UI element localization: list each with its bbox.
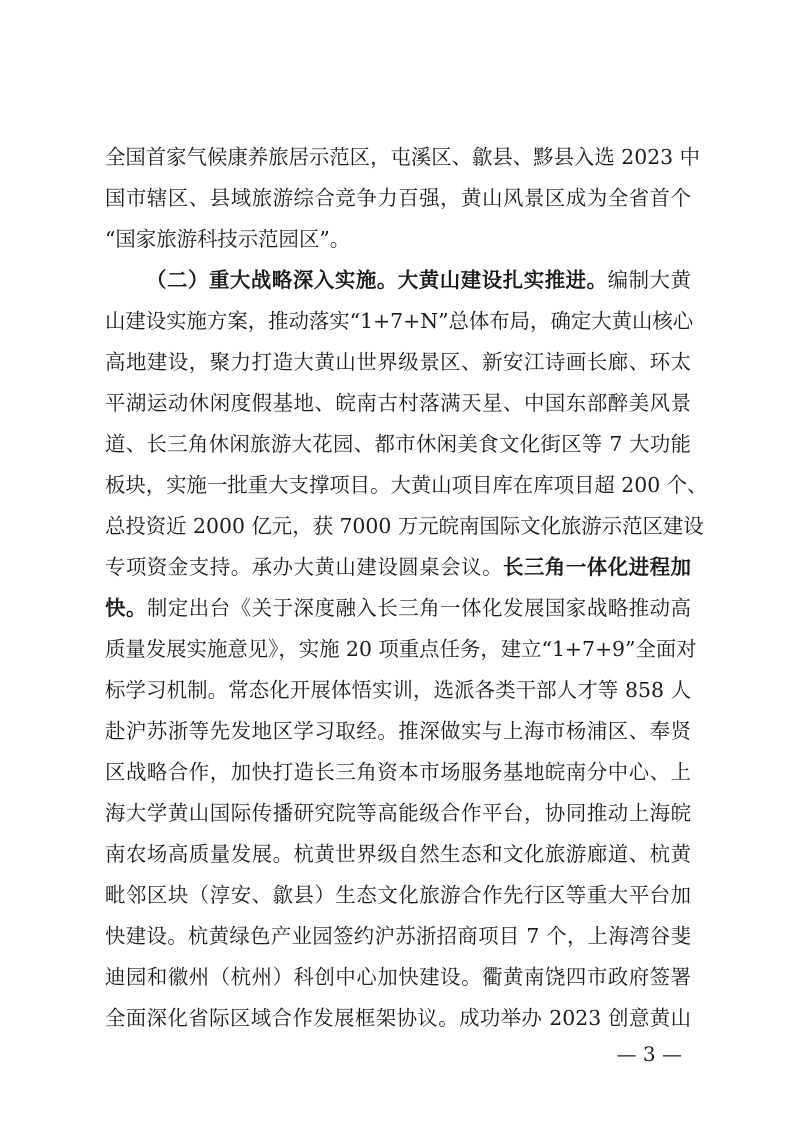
text-segment: 制定出台《关于深度融入长三角一体化发展国家战略推动高: [146, 596, 692, 620]
text-line: [105, 755, 691, 789]
text-line: [105, 632, 697, 666]
text-line: [105, 181, 691, 215]
text-segment: 平湖运动休闲度假基地、皖南古村落满天星、中国东部醉美风景: [105, 391, 691, 415]
text-segment: 全国首家气候康养旅居示范区，屯溪区、歙县、黟县入选 2023 中: [105, 145, 701, 169]
bold-phrase: 快。: [105, 596, 147, 620]
text-line: [105, 591, 691, 625]
text-line: [105, 468, 708, 502]
text-segment: 毗邻区块（淳安、歙县）生态文化旅游合作先行区等重大平台加: [105, 883, 691, 907]
text-line: [105, 386, 691, 420]
text-line: [105, 427, 691, 461]
text-segment: “国家旅游科技示范园区”。: [105, 227, 351, 251]
text-segment: 快建设。杭黄绿色产业园签约沪苏浙招商项目 7 个，上海湾谷斐: [105, 924, 691, 948]
text-segment: 南农场高质量发展。杭黄世界级自然生态和文化旅游廊道、杭黄: [105, 842, 691, 866]
text-line: [105, 509, 704, 543]
text-line: [105, 919, 691, 953]
text-line: [105, 345, 691, 379]
text-segment: 专项资金支持。承办大黄山建设圆桌会议。: [105, 555, 504, 579]
text-segment: 全面深化省际区域合作发展框架协议。成功举办 2023 创意黄山: [105, 1006, 691, 1030]
section-heading: （二）重大战略深入实施。大黄山建设扎实推进。: [146, 268, 608, 292]
text-segment: 总投资近 2000 亿元，获 7000 万元皖南国际文化旅游示范区建设: [105, 514, 704, 538]
text-segment: 高地建设，聚力打造大黄山世界级景区、新安江诗画长廊、环太: [105, 350, 691, 374]
text-line: [105, 1001, 691, 1035]
text-segment: 质量发展实施意见》，实施 20 项重点任务，建立“1+7+9”全面对: [105, 637, 697, 661]
text-segment: 赴沪苏浙等先发地区学习取经。推深做实与上海市杨浦区、奉贤: [105, 719, 691, 743]
text-segment: 迪园和徽州（杭州）科创中心加快建设。衢黄南饶四市政府签署: [105, 965, 691, 989]
text-segment: 编制大黄: [607, 268, 691, 292]
text-line: [105, 550, 691, 584]
text-segment: 板块，实施一批重大支撑项目。大黄山项目库在库项目超 200 个、: [105, 473, 708, 497]
text-line: [105, 222, 691, 256]
text-line: [146, 263, 691, 297]
text-segment: 山建设实施方案，推动落实“1+7+N”总体布局，确定大黄山核心: [105, 309, 694, 333]
page-number: — 3 —: [616, 1042, 682, 1066]
text-line: [105, 960, 691, 994]
text-line: [105, 837, 691, 871]
text-segment: 区战略合作，加快打造长三角资本市场服务基地皖南分中心、上: [105, 760, 691, 784]
text-line: [105, 304, 694, 338]
text-line: [105, 673, 691, 707]
text-segment: 国市辖区、县域旅游综合竞争力百强，黄山风景区成为全省首个: [105, 186, 691, 210]
text-line: [105, 878, 691, 912]
text-segment: 道、长三角休闲旅游大花园、都市休闲美食文化街区等 7 大功能: [105, 432, 691, 456]
text-segment: 标学习机制。常态化开展体悟实训，选派各类干部人才等 858 人: [105, 678, 691, 702]
bold-phrase: 长三角一体化进程加: [503, 555, 692, 579]
text-line: [105, 714, 691, 748]
text-line: [105, 796, 691, 830]
text-segment: 海大学黄山国际传播研究院等高能级合作平台，协同推动上海皖: [105, 801, 691, 825]
text-line: [105, 140, 701, 174]
